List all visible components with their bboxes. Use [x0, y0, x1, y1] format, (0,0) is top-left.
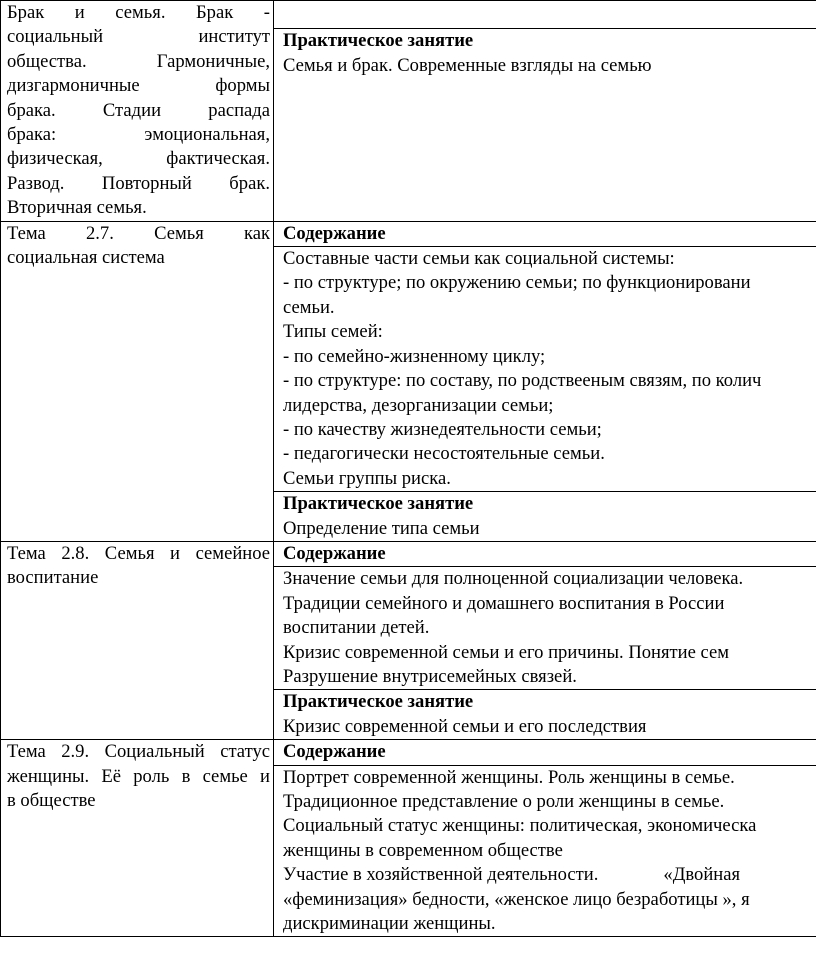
practical-cell [274, 492, 816, 542]
content-line: семьи. [283, 296, 335, 318]
topic-line: Развод. Повторный брак. [7, 172, 270, 194]
content-line: Социальный статус женщины: политическая, экономическа [283, 815, 757, 837]
content-line: - по структуре: по составу, по родствееным связям, по колич [283, 370, 762, 392]
content-title-cell [274, 541, 816, 566]
topic-line: брака. Стадии распада [7, 99, 270, 121]
content-line: Портрет современной женщины. Роль женщины в семье. [283, 766, 735, 788]
topic-line: дизгармоничные формы [7, 75, 270, 97]
practical-title: Практическое занятие [283, 30, 474, 52]
content-line: Значение семьи для полноценной социализации человека. [283, 568, 744, 590]
content-title-cell [274, 221, 816, 246]
content-cell [274, 247, 816, 492]
practical-cell [274, 690, 816, 740]
content-line: Традиционное представление о роли женщины в семье. [283, 791, 725, 812]
content-line: Кризис современной семьи и его причины. Понятие сем [283, 641, 730, 663]
topic-line: Тема 2.8. Семья и семейное [7, 542, 270, 564]
content-line: - по семейно-жизненному циклу; [283, 345, 546, 367]
topic-line: социальная система [7, 247, 165, 269]
practical-title: Практическое занятие [283, 691, 474, 713]
topic-line: Вторичная семья. [7, 197, 147, 219]
topic-line: общества. Гармоничные, [7, 50, 270, 72]
practical-text: Определение типа семьи [283, 517, 480, 539]
practical-text: Кризис современной семьи и его последствия [283, 715, 647, 737]
content-line: - по структуре; по окружению семьи; по функционировани [283, 272, 751, 294]
content-line: Разрушение внутрисемейных связей. [283, 665, 577, 687]
content-line: дискриминации женщины. [283, 913, 496, 935]
practical-text: Семья и брак. Современные взгляды на семью [283, 54, 652, 76]
content-title: Содержание [283, 741, 386, 763]
table-row [1, 1, 816, 29]
topic-line: Тема 2.9. Социальный статус [7, 741, 270, 763]
content-line: лидерства, дезорганизации семьи; [283, 394, 554, 416]
topic-line: женщины. Её роль в семье и [7, 765, 270, 787]
content-line: - по качеству жизнедеятельности семьи; [283, 418, 602, 440]
content-cell [274, 765, 816, 937]
content-title-cell [274, 740, 816, 765]
content-line: Типы семей: [283, 321, 383, 343]
practical-cell [274, 29, 816, 221]
table-row [1, 740, 816, 765]
topic-line: Брак и семья. Брак - [7, 2, 270, 23]
topic-line: брака: эмоциональная, [7, 124, 270, 146]
topic-cell [1, 541, 274, 739]
topic-line: физическая, фактическая. [7, 148, 270, 170]
content-line: - педагогически несостоятельные семьи. [283, 443, 605, 465]
topic-line: в обществе [7, 790, 96, 811]
content-line: Составные части семьи как социальной системы: [283, 248, 675, 270]
empty-cell [274, 1, 816, 29]
content-cell [274, 567, 816, 690]
table-row [1, 541, 816, 566]
content-line: женщины в современном обществе [283, 839, 563, 861]
content-title: Содержание [283, 542, 386, 564]
topic-cell [1, 221, 274, 541]
practical-title: Практическое занятие [283, 493, 474, 515]
content-line: «феминизация» бедности, «женское лицо безработицы », я [283, 888, 750, 910]
content-line: воспитании детей. [283, 617, 430, 639]
topic-line: воспитание [7, 567, 99, 589]
topic-line: социальный институт [7, 26, 270, 48]
content-line: Семьи группы риска. [283, 467, 451, 489]
content-line: Участие в хозяйственной деятельности. «Двойная [283, 864, 741, 886]
content-title: Содержание [283, 222, 386, 244]
content-line: Традиции семейного и домашнего воспитания в России [283, 592, 725, 614]
topic-cell [1, 1, 274, 222]
topic-line: Тема 2.7. Семья как [7, 222, 270, 244]
table-row [1, 221, 816, 246]
topic-cell [1, 740, 274, 937]
